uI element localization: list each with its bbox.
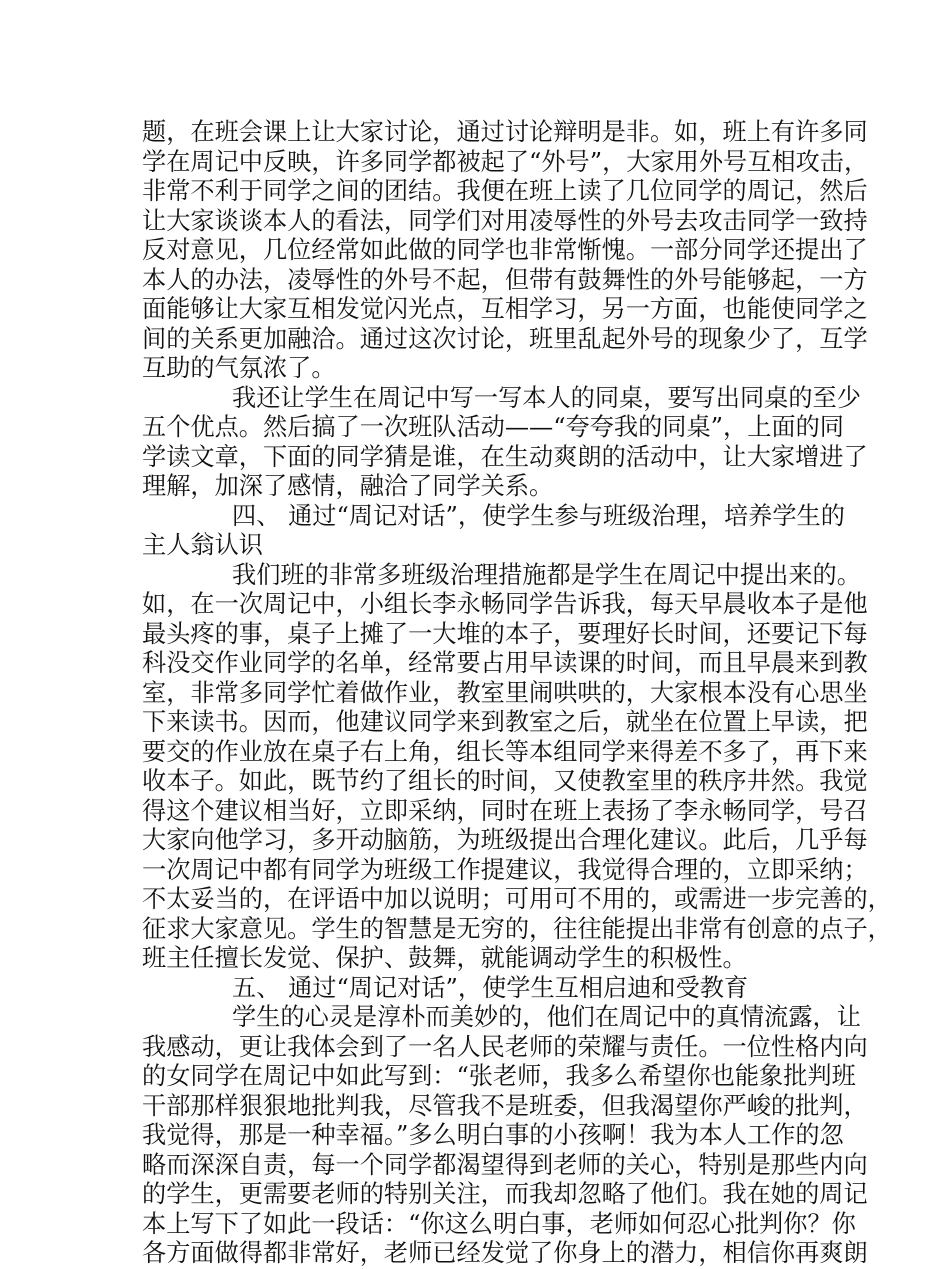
text-line: 室，非常多同学忙着做作业，教室里闹哄哄的，大家根本没有心思坐 [142, 678, 868, 707]
text-line: 班主任擅长发觉、保护、鼓舞，就能调动学生的积极性。 [142, 944, 747, 972]
text-line: 五个优点。然后搞了一次班队活动——“夸夸我的同桌”，上面的同 [142, 413, 844, 441]
text-line: 下来读书。因而，他建议同学来到教室之后，就坐在位置上早读，把 [142, 708, 868, 736]
text-line: 大家向他学习，多开动脑筋，为班级提出合理化建议。此后，几乎每 [142, 826, 868, 854]
text-line: 得这个建议相当好，立即采纳，同时在班上表扬了李永畅同学，号召 [142, 796, 868, 825]
text-line: 的学生，更需要老师的特别关注，而我却忽略了他们。我在她的周记 [142, 1180, 868, 1208]
text-line: 如，在一次周记中，小组长李永畅同学告诉我，每天早晨收本子是他 [142, 590, 868, 618]
text-line: 的女同学在周记中如此写到：“张老师，我多么希望你也能象批判班 [142, 1062, 856, 1090]
paragraph-first-line: 学生的心灵是淳朴而美妙的，他们在周记中的真情流露，让 [232, 1003, 861, 1031]
text-line: 让大家谈谈本人的看法，同学们对用凌辱性的外号去攻击同学一致持 [142, 206, 868, 235]
paragraph-first-line: 我还让学生在周记中写一写本人的同桌，要写出同桌的至少 [232, 383, 861, 412]
document-body [142, 118, 892, 1269]
text-line: 理解，加深了感情，融洽了同学关系。 [142, 472, 554, 500]
text-line: 学读文章，下面的同学猜是谁，在生动爽朗的活动中，让大家增进了 [142, 442, 868, 471]
text-line: 科没交作业同学的名单，经常要占用早读课的时间，而且早晨来到教 [142, 649, 868, 677]
text-line: 学在周记中反映，许多同学都被起了“外号”，大家用外号互相攻击， [142, 147, 869, 176]
section-heading-4-continuation: 主人翁认识 [142, 531, 263, 559]
text-line: 题，在班会课上让大家讨论，通过讨论辩明是非。如，班上有许多同 [142, 118, 868, 146]
text-line: 本上写下了如此一段话：“你这么明白事，老师如何忍心批判你？你 [142, 1209, 856, 1238]
text-line: 略而深深自责，每一个同学都渴望得到老师的关心，特别是那些内向 [142, 1150, 868, 1179]
text-line: 一次周记中都有同学为班级工作提建议，我觉得合理的，立即采纳； [142, 855, 868, 884]
text-line: 征求大家意见。学生的智慧是无穷的，往往能提出非常有创意的点子， [142, 914, 892, 943]
text-line: 我感动，更让我体会到了一名人民老师的荣耀与责任。一位性格内向 [142, 1032, 868, 1061]
text-line: 反对意见，几位经常如此做的同学也非常惭愧。一部分同学还提出了 [142, 236, 868, 264]
text-line: 本人的办法，凌辱性的外号不起，但带有鼓舞性的外号能够起，一方 [142, 265, 868, 294]
text-line: 要交的作业放在桌子右上角，组长等本组同学来得差不多了，再下来 [142, 737, 868, 766]
text-line: 最头疼的事，桌子上摊了一大堆的本子，要理好长时间，还要记下每 [142, 619, 868, 648]
text-line: 干部那样狠狠地批判我，尽管我不是班委，但我渴望你严峻的批判， [142, 1091, 868, 1120]
section-heading-4: 四、 通过“周记对话”，使学生参与班级治理，培养学生的 [232, 501, 845, 530]
text-line: 间的关系更加融洽。通过这次讨论，班里乱起外号的现象少了，互学 [142, 324, 868, 353]
section-heading-5: 五、 通过“周记对话”，使学生互相启迪和受教育 [232, 973, 749, 1002]
paragraph-first-line: 我们班的非常多班级治理措施都是学生在周记中提出来的。 [232, 560, 861, 589]
text-line: 面能够让大家互相发觉闪光点，互相学习，另一方面，也能使同学之 [142, 295, 868, 323]
text-line: 非常不利于同学之间的团结。我便在班上读了几位同学的周记，然后 [142, 177, 868, 205]
text-line: 各方面做得都非常好，老师已经发觉了你身上的潜力，相信你再爽朗 [142, 1239, 868, 1267]
text-line: 互助的气氛浓了。 [142, 354, 336, 382]
text-line: 收本子。如此，既节约了组长的时间，又使教室里的秩序井然。我觉 [142, 767, 868, 795]
text-line: 我觉得，那是一种幸福。”多么明白事的小孩啊！我为本人工作的忽 [142, 1121, 844, 1149]
text-line: 不太妥当的，在评语中加以说明；可用可不用的，或需进一步完善的， [142, 885, 892, 913]
